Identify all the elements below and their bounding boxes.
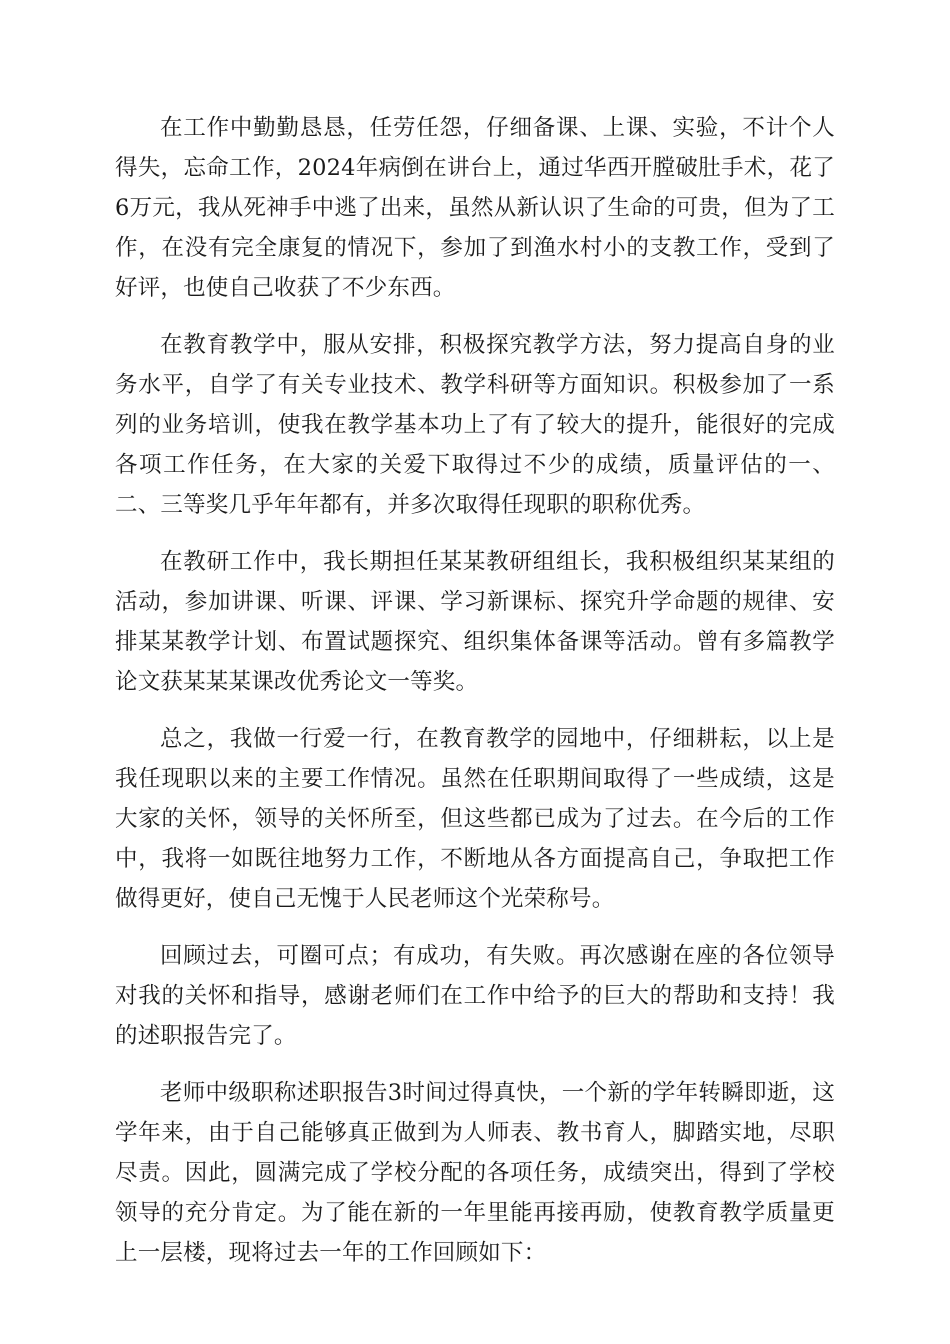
paragraph-teaching: 在教育教学中，服从安排，积极探究教学方法，努力提高自身的业务水平，自学了有关专业技术、教学科研等方面知识。积极参加了一系列的业务培训，使我在教学基本功上了有了较大的提升，能很好的完成各项工作任务，在大家的关爱下取得过不少的成绩，质量评估的一、二、三等奖几乎年年都有，并多次取得任现职的职称优秀。 (115, 332, 835, 518)
paragraph-work-dedication: 在工作中勤勤恳恳，任劳任怨，仔细备课、上课、实验，不计个人得失，忘命工作，2024年病倒在讲台上，通过华西开膛破肚手术，花了6万元，我从死神手中逃了出来，虽然从新认识了生命的可贵，但为了工作，在没有完全康复的情况下，参加了到渔水村小的支教工作，受到了好评，也使自己收获了不少东西。 (115, 115, 835, 301)
paragraph-summary: 总之，我做一行爱一行，在教育教学的园地中，仔细耕耘，以上是我任现职以来的主要工作情况。虽然在任职期间取得了一些成绩，这是大家的关怀，领导的关怀所至，但这些都已成为了过去。在今后的工作中，我将一如既往地努力工作，不断地从各方面提高自己，争取把工作做得更好，使自己无愧于人民老师这个光荣称号。 (115, 726, 835, 912)
document-body (115, 108, 835, 1290)
paragraph-report-3-intro: 老师中级职称述职报告3时间过得真快，一个新的学年转瞬即逝，这学年来，由于自己能够真正做到为人师表、教书育人，脚踏实地，尽职尽责。因此，圆满完成了学校分配的各项任务，成绩突出，得到了学校领导的充分肯定。为了能在新的一年里能再接再励，使教育教学质量更上一层楼，现将过去一年的工作回顾如下： (115, 1080, 835, 1266)
paragraph-research: 在教研工作中，我长期担任某某教研组组长，我积极组织某某组的活动，参加讲课、听课、评课、学习新课标、探究升学命题的规律、安排某某教学计划、布置试题探究、组织集体备课等活动。曾有多篇教学论文获某某某课改优秀论文一等奖。 (115, 549, 835, 695)
paragraph-review: 回顾过去，可圈可点；有成功，有失败。再次感谢在座的各位领导对我的关怀和指导，感谢老师们在工作中给予的巨大的帮助和支持！我的述职报告完了。 (115, 943, 835, 1049)
